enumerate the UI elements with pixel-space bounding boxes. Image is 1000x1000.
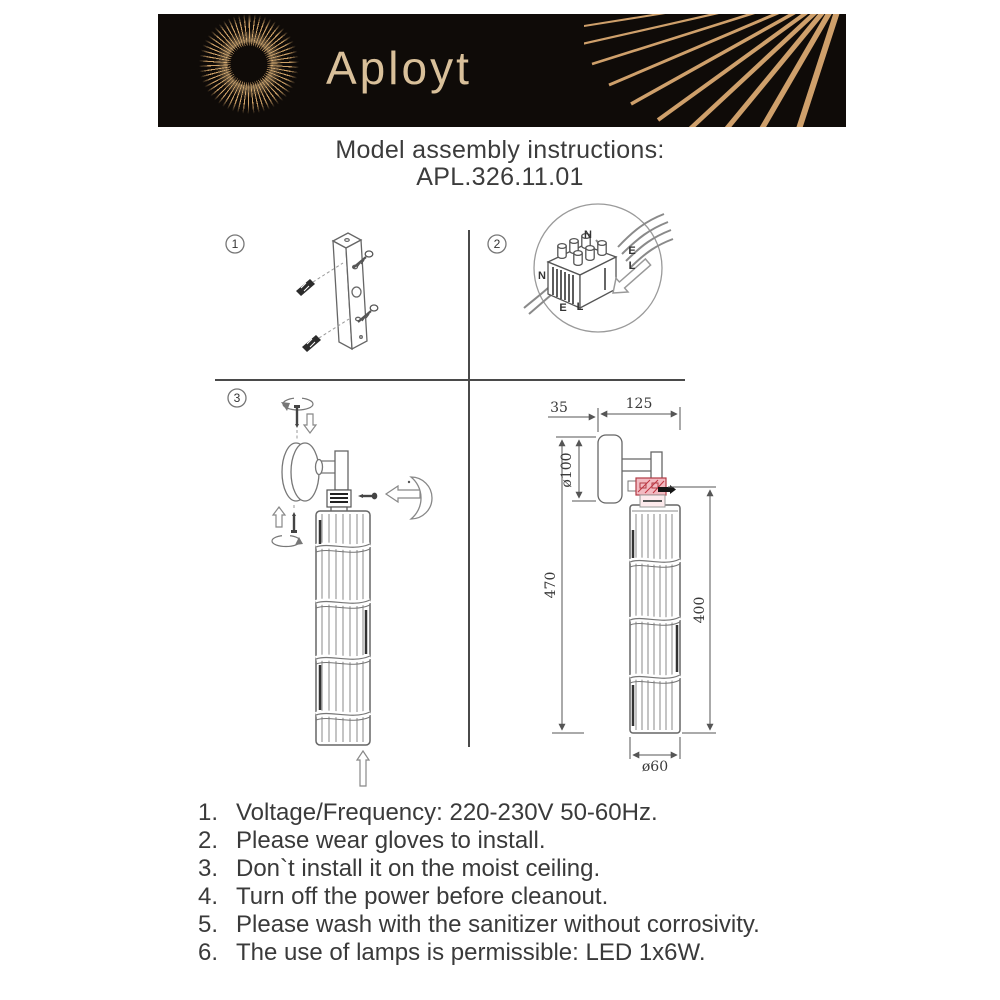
wall-plate — [282, 443, 319, 501]
step-2-number: 2 — [493, 237, 501, 251]
item-text: Turn off the power before cleanout. — [236, 883, 609, 910]
wall-anchor-icon — [302, 335, 321, 352]
wall-anchor-icon — [296, 279, 315, 296]
item-number: 2. — [198, 827, 219, 854]
model-number: APL.326.11.01 — [416, 163, 584, 191]
item-number: 4. — [198, 883, 219, 910]
item-text: Please wash with the sanitizer without corrosivity. — [236, 911, 760, 938]
item-text: Voltage/Frequency: 220-230V 50-60Hz. — [236, 799, 658, 826]
screw-icon — [291, 505, 297, 533]
instruction-item — [198, 827, 858, 855]
step1-bracket-diagram — [296, 233, 378, 352]
item-number: 1. — [198, 799, 219, 826]
instruction-item — [198, 799, 858, 827]
rays-decoration-icon — [584, 14, 846, 127]
set-screw-icon — [358, 493, 377, 500]
item-text: Please wear gloves to install. — [236, 827, 546, 854]
instruction-item — [198, 883, 858, 911]
lamp-arm — [316, 451, 349, 490]
step-3-number: 3 — [233, 391, 241, 405]
dim-shade-diameter: ø60 — [641, 759, 669, 775]
glass-shade-side — [630, 505, 680, 733]
dim-shade-height: 400 — [692, 596, 708, 624]
page-title: Model assembly instructions: — [335, 136, 665, 164]
dim-offset: 35 — [550, 400, 568, 416]
wire-label-e: E — [628, 245, 636, 257]
brand-header — [158, 14, 846, 127]
instruction-list — [198, 799, 858, 967]
left-arrow-icon — [386, 486, 420, 502]
instruction-item — [198, 855, 858, 883]
item-text: Don`t install it on the moist ceiling. — [236, 855, 601, 882]
terminal-label-l: L — [576, 301, 584, 313]
dim-arm-length: 125 — [625, 396, 653, 412]
up-arrow-icon — [357, 751, 369, 786]
wire-label-n: N — [584, 229, 592, 241]
dimensioned-side-view — [543, 396, 716, 775]
step3-assembly-diagram — [272, 396, 432, 786]
assembly-diagrams — [0, 195, 1000, 795]
clamp-block — [327, 490, 351, 512]
dim-overall-height: 470 — [543, 571, 559, 599]
down-arrow-icon — [304, 414, 316, 433]
glass-shade — [316, 511, 370, 745]
step2-wiring-diagram — [524, 204, 673, 332]
instruction-item — [198, 911, 858, 939]
item-text: The use of lamps is permissible: LED 1x6W. — [236, 939, 706, 966]
rotate-arrow-icon — [272, 534, 303, 547]
dim-plate-diameter: ø100 — [559, 452, 575, 488]
brand-name: Aployt — [326, 42, 472, 94]
terminal-label-e: E — [559, 302, 567, 314]
step-1-number: 1 — [231, 237, 239, 251]
starburst-logo-icon — [198, 14, 300, 115]
terminal-label-n: N — [538, 270, 546, 282]
item-number: 5. — [198, 911, 219, 938]
up-arrow-icon — [273, 507, 285, 527]
item-number: 3. — [198, 855, 219, 882]
item-number: 6. — [198, 939, 219, 966]
instruction-item — [198, 939, 858, 967]
wire-label-l: L — [628, 260, 636, 272]
clamp-highlight — [628, 478, 676, 507]
